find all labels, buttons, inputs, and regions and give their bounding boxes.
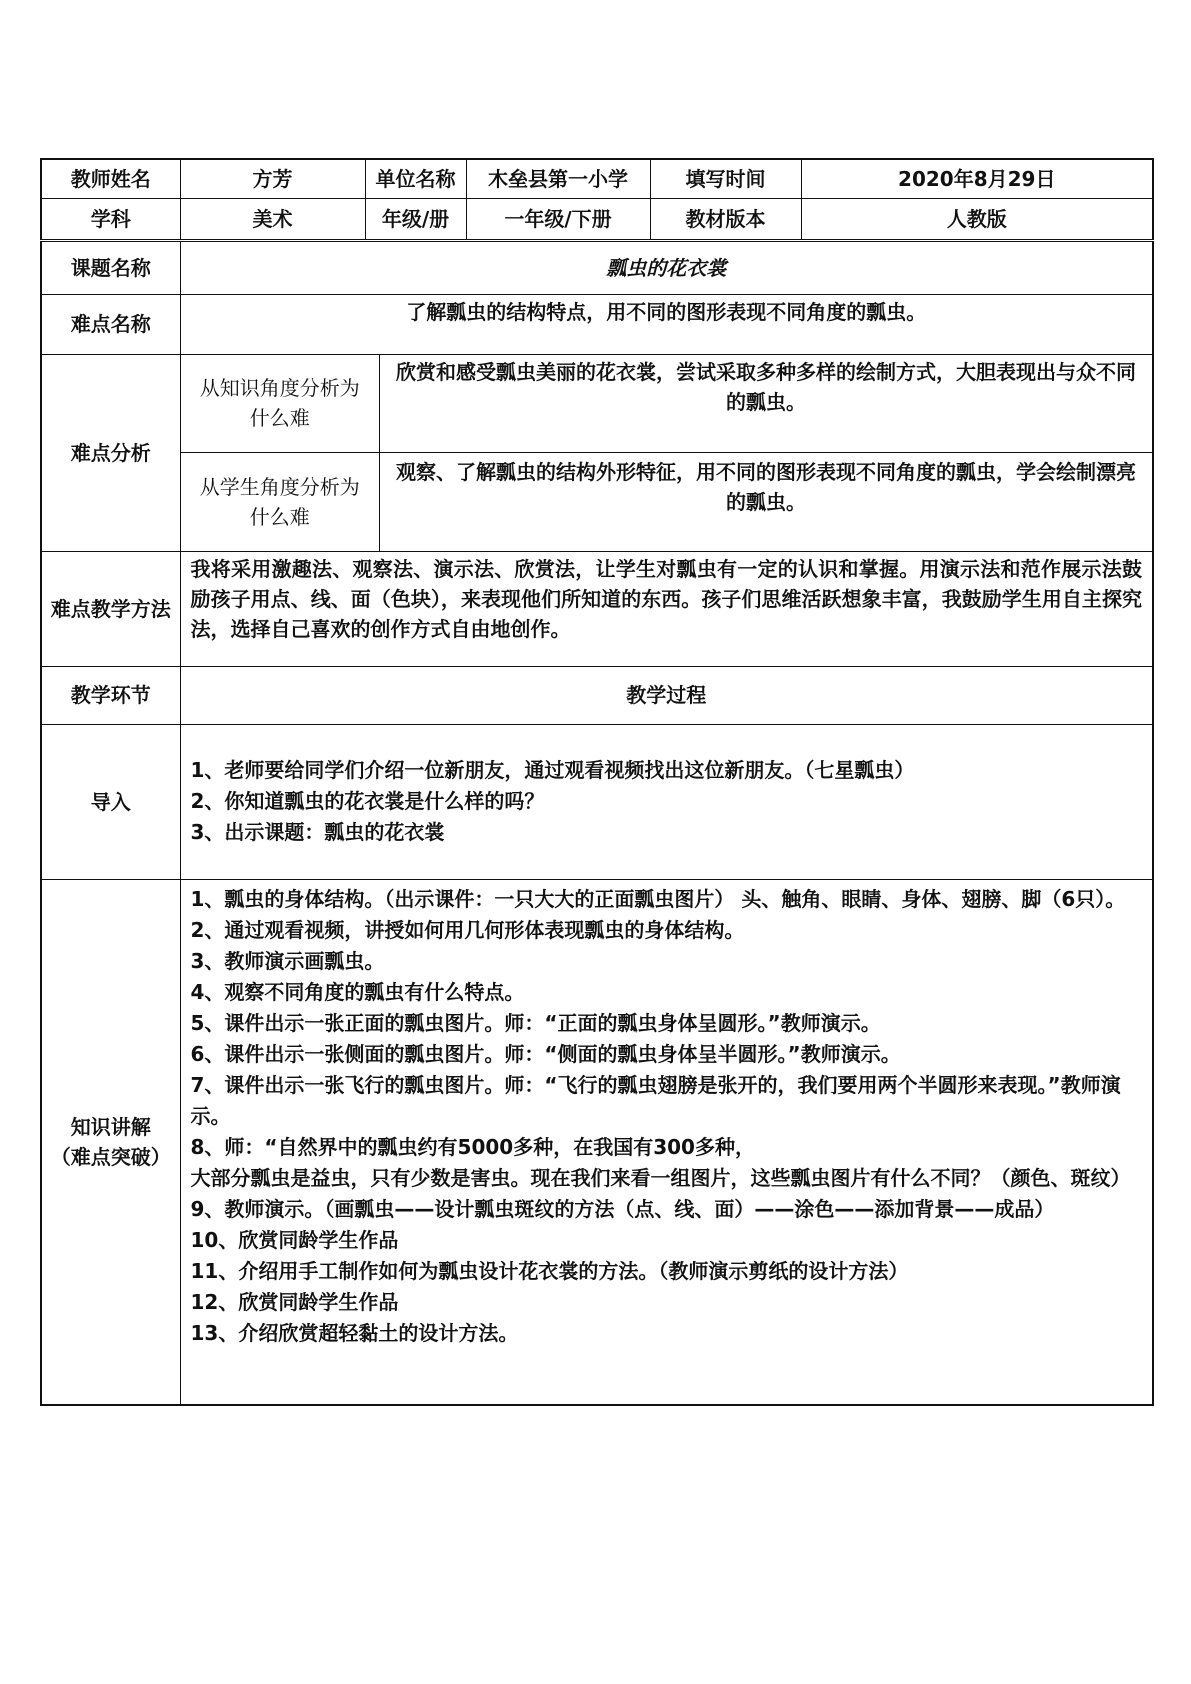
intro-item: 1、老师要给同学们介绍一位新朋友，通过观看视频找出这位新朋友。（七星瓢虫）: [190, 758, 915, 782]
analysis-subtable: [181, 355, 1153, 551]
knowledge-label: [41, 879, 180, 1405]
unit-value: 木垒县第一小学: [466, 159, 650, 198]
teacher-name-value: 方芳: [180, 159, 365, 198]
topic-value: 瓢虫的花衣裳: [180, 240, 1153, 294]
analysis-cell: [180, 354, 1153, 551]
knowledge-item: 3、教师演示画瓢虫。: [190, 948, 385, 973]
knowledge-item: 13、介绍欣赏超轻黏土的设计方法。: [190, 1320, 519, 1345]
knowledge-item: 大部分瓢虫是益虫，只有少数是害虫。现在我们来看一组图片，这些瓢虫图片有什么不同？（颜色、斑纹）: [190, 1165, 1131, 1190]
teacher-name-label: 教师姓名: [41, 159, 180, 198]
intro-content: [180, 724, 1153, 879]
knowledge-item: 11、介绍用手工制作如何为瓢虫设计花衣裳的方法。（教师演示剪纸的设计方法）: [190, 1258, 909, 1283]
knowledge-item: 7、课件出示一张飞行的瓢虫图片。师：“飞行的瓢虫翅膀是张开的，我们要用两个半圆形来表现。”教师演示。: [190, 1072, 1121, 1128]
knowledge-item: 2、通过观看视频，讲授如何用几何形体表现瓢虫的身体结构。: [190, 917, 745, 942]
intro-item: 3、出示课题：瓢虫的花衣裳: [190, 820, 445, 844]
subject-value: 美术: [180, 198, 365, 240]
fill-time-value: 2020年8月29日: [801, 159, 1153, 198]
lesson-plan-page: [40, 158, 1152, 1406]
knowledge-item: 6、课件出示一张侧面的瓢虫图片。师：“侧面的瓢虫身体呈半圆形。”教师演示。: [190, 1041, 901, 1066]
knowledge-label-line1: 知识讲解: [70, 1114, 151, 1139]
subject-label: 学科: [41, 198, 180, 240]
lesson-plan-table: [40, 158, 1154, 1406]
process-header: 教学过程: [180, 666, 1153, 724]
knowledge-angle-value: 欣赏和感受瓢虫美丽的花衣裳，尝试采取多种多样的绘制方式，大胆表现出与众不同的瓢虫。: [396, 359, 1136, 414]
student-angle-value: 观察、了解瓢虫的结构外形特征，用不同的图形表现不同角度的瓢虫，学会绘制漂亮的瓢虫。: [380, 453, 1153, 551]
knowledge-item: 4、观察不同角度的瓢虫有什么特点。: [190, 979, 525, 1004]
edition-value: 人教版: [801, 198, 1153, 240]
knowledge-content: [180, 879, 1153, 1405]
topic-label: 课题名称: [41, 240, 180, 294]
student-angle-label: 从学生角度分析为什么难: [181, 453, 380, 551]
knowledge-item: 8、师：“自然界中的瓢虫约有5000多种，在我国有300多种，: [190, 1134, 755, 1159]
knowledge-angle-label: 从知识角度分析为什么难: [181, 355, 380, 453]
analysis-label: 难点分析: [41, 354, 180, 551]
intro-item: 2、你知道瓢虫的花衣裳是什么样的吗？: [190, 789, 545, 813]
intro-label: 导入: [41, 724, 180, 879]
fill-time-label: 填写时间: [650, 159, 801, 198]
knowledge-item: 9、教师演示。（画瓢虫——设计瓢虫斑纹的方法（点、线、面）——涂色——添加背景——成品）: [190, 1196, 1055, 1221]
method-label: 难点教学方法: [41, 551, 180, 666]
unit-label: 单位名称: [365, 159, 466, 198]
knowledge-label-line2: （难点突破）: [50, 1144, 171, 1169]
grade-label: 年级/册: [365, 198, 466, 240]
grade-value: 一年级/下册: [466, 198, 650, 240]
difficulty-label: 难点名称: [41, 294, 180, 354]
knowledge-item: 12、欣赏同龄学生作品: [190, 1289, 399, 1314]
method-value: 我将采用激趣法、观察法、演示法、欣赏法，让学生对瓢虫有一定的认识和掌握。用演示法和范作展示法鼓励孩子用点、线、面（色块），来表现他们所知道的东西。孩子们思维活跃想象丰富，我鼓励学生用自主探究法，选择自己喜欢的创作方式自由地创作。: [180, 551, 1153, 666]
knowledge-item: 10、欣赏同龄学生作品: [190, 1227, 399, 1252]
knowledge-item: 1、瓢虫的身体结构。（出示课件：一只大大的正面瓢虫图片） 头、触角、眼睛、身体、翅膀、脚（6只）。: [190, 886, 1126, 911]
knowledge-item: 5、课件出示一张正面的瓢虫图片。师：“正面的瓢虫身体呈圆形。”教师演示。: [190, 1010, 881, 1035]
difficulty-value: 了解瓢虫的结构特点，用不同的图形表现不同角度的瓢虫。: [180, 294, 1153, 354]
stage-header: 教学环节: [41, 666, 180, 724]
edition-label: 教材版本: [650, 198, 801, 240]
